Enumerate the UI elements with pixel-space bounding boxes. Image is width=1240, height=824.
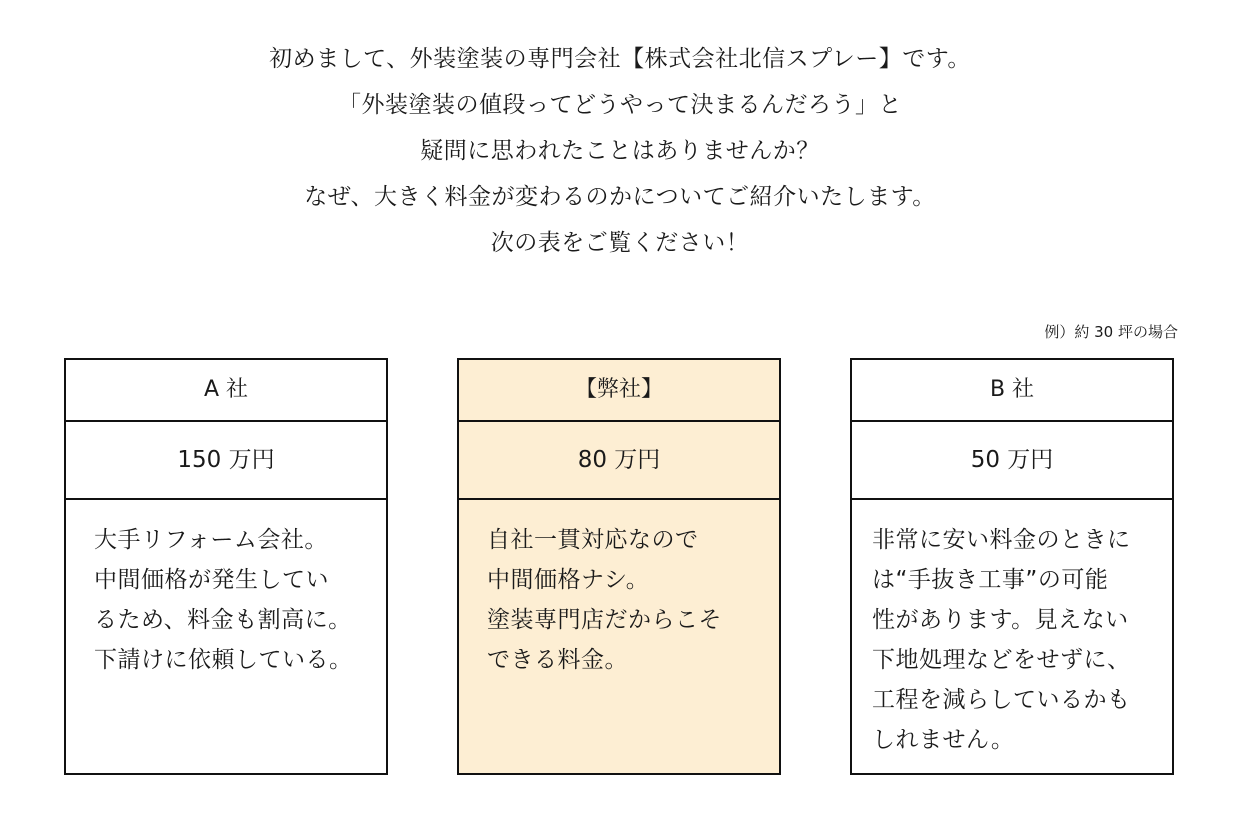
- comparison-card-company-b: [850, 358, 1174, 775]
- intro-line: 初めまして、外装塗装の専門会社【株式会社北信スプレー】です。: [269, 46, 971, 72]
- description-line: できる料金。: [487, 647, 628, 673]
- card-price: 50 万円: [852, 422, 1172, 500]
- card-description: [66, 500, 386, 680]
- intro-line: なぜ、大きく料金が変わるのかについてご紹介いたします。: [304, 184, 936, 210]
- card-company-name: 【弊社】: [459, 360, 779, 422]
- description-line: 大手リフォーム会社。: [94, 527, 328, 553]
- comparison-card-company-a: [64, 358, 388, 775]
- description-line: しれません。: [872, 727, 1015, 753]
- description-line: は“手抜き工事”の可能: [872, 567, 1109, 593]
- card-company-name: B 社: [852, 360, 1172, 422]
- description-line: 性があります。見えない: [872, 607, 1129, 633]
- card-description: [852, 500, 1172, 760]
- description-line: 下地処理などをせずに、: [872, 647, 1131, 673]
- card-price: 80 万円: [459, 422, 779, 500]
- description-line: 下請けに依頼している。: [94, 647, 353, 673]
- description-line: るため、料金も割高に。: [94, 607, 352, 633]
- card-company-name: A 社: [66, 360, 386, 422]
- description-line: 非常に安い料金のときに: [872, 527, 1131, 553]
- card-description: [459, 500, 779, 680]
- description-line: 工程を減らしているかも: [872, 687, 1131, 713]
- example-note: 例）約 30 坪の場合: [1044, 323, 1178, 341]
- description-line: 中間価格ナシ。: [487, 567, 650, 593]
- intro-text: [0, 36, 1240, 266]
- description-line: 中間価格が発生してい: [94, 567, 329, 593]
- intro-line: 「外装塗装の値段ってどうやって決まるんだろう」と: [338, 92, 902, 118]
- comparison-card-our-company: [457, 358, 781, 775]
- description-line: 自社一貫対応なので: [487, 527, 699, 553]
- intro-line: 疑問に思われたことはありませんか？: [420, 138, 820, 164]
- card-price: 150 万円: [66, 422, 386, 500]
- intro-line: 次の表をご覧ください！: [490, 230, 750, 256]
- description-line: 塗装専門店だからこそ: [487, 607, 722, 633]
